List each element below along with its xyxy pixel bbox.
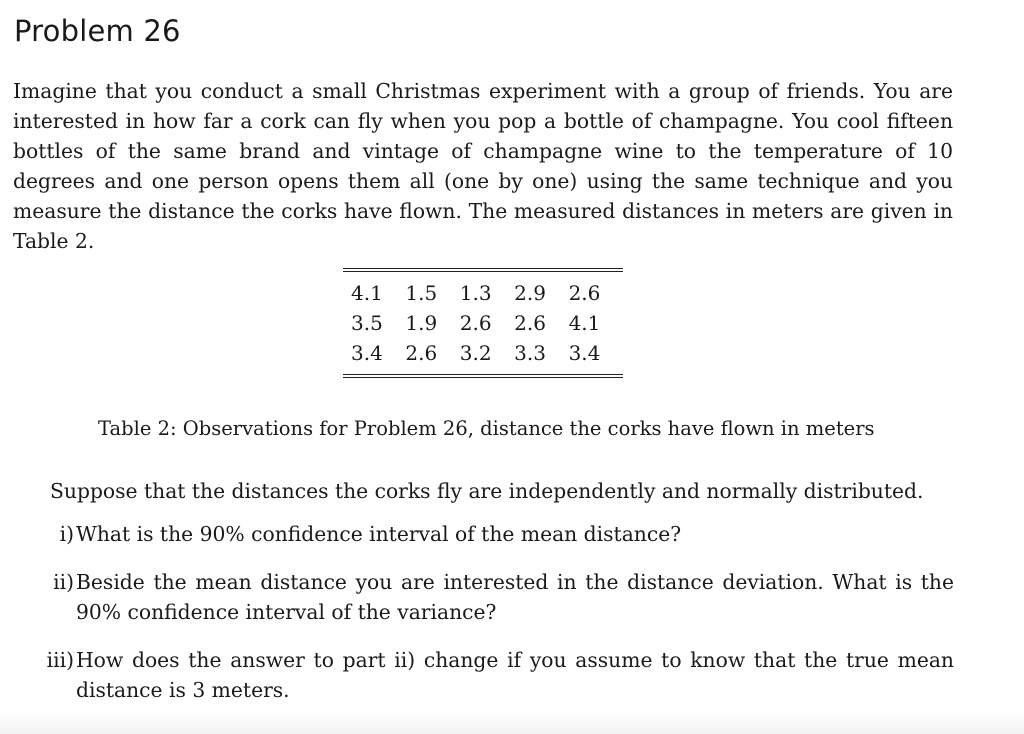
table-cell: 1.5 — [405, 281, 438, 305]
question-number: iii) — [46, 648, 74, 672]
table-cell: 4.1 — [568, 311, 601, 335]
table-cell: 3.5 — [351, 311, 383, 335]
table-cell: 2.6 — [568, 281, 601, 305]
table-cell: 3.4 — [568, 341, 601, 365]
table-cell: 2.6 — [514, 311, 546, 335]
table-bottom-rule — [343, 374, 623, 378]
table-row — [351, 338, 623, 368]
question-number: ii) — [53, 570, 74, 594]
table-top-rule — [343, 268, 623, 272]
problem-title: Problem 26 — [14, 14, 181, 48]
table-caption: Table 2: Observations for Problem 26, distance the corks have flown in meters — [98, 417, 875, 440]
question-text: How does the answer to part ii) change if you assume to know that the true mean distance is 3 meters. — [76, 648, 954, 702]
observations-table — [343, 268, 623, 378]
page-bottom-shade — [0, 712, 1024, 734]
table-cell: 2.6 — [405, 341, 438, 365]
observations-grid — [351, 278, 623, 368]
table-cell: 3.4 — [351, 341, 383, 365]
assumption-text: Suppose that the distances the corks fly are independently and normally distributed. — [50, 479, 924, 503]
question-item — [24, 645, 954, 705]
table-cell: 2.6 — [459, 311, 492, 335]
question-item — [24, 519, 954, 549]
question-number: i) — [59, 522, 74, 546]
problem-intro: Imagine that you conduct a small Christmas experiment with a group of friends. You are interested in how far a cork can fly when you pop a bottle of champagne. You cool fifteen bottles of the same brand and vintage of champagne wine to the temperature of 10 degrees and one person opens them all (one by one) using the same technique and you measure the distance the corks have flown. The measured distances in meters are given in Table 2. — [13, 79, 953, 253]
table-cell: 1.9 — [405, 311, 438, 335]
table-cell: 3.3 — [514, 341, 546, 365]
question-text: What is the 90% confidence interval of the mean distance? — [76, 522, 682, 546]
question-list — [24, 519, 954, 705]
table-cell: 3.2 — [459, 341, 492, 365]
table-row — [351, 278, 623, 308]
question-text: Beside the mean distance you are interested in the distance deviation. What is the 90% confidence interval of the variance? — [76, 570, 954, 624]
table-row — [351, 308, 623, 338]
table-cell: 1.3 — [459, 281, 492, 305]
table-cell: 2.9 — [514, 281, 546, 305]
table-cell: 4.1 — [351, 281, 383, 305]
question-item — [24, 567, 954, 627]
